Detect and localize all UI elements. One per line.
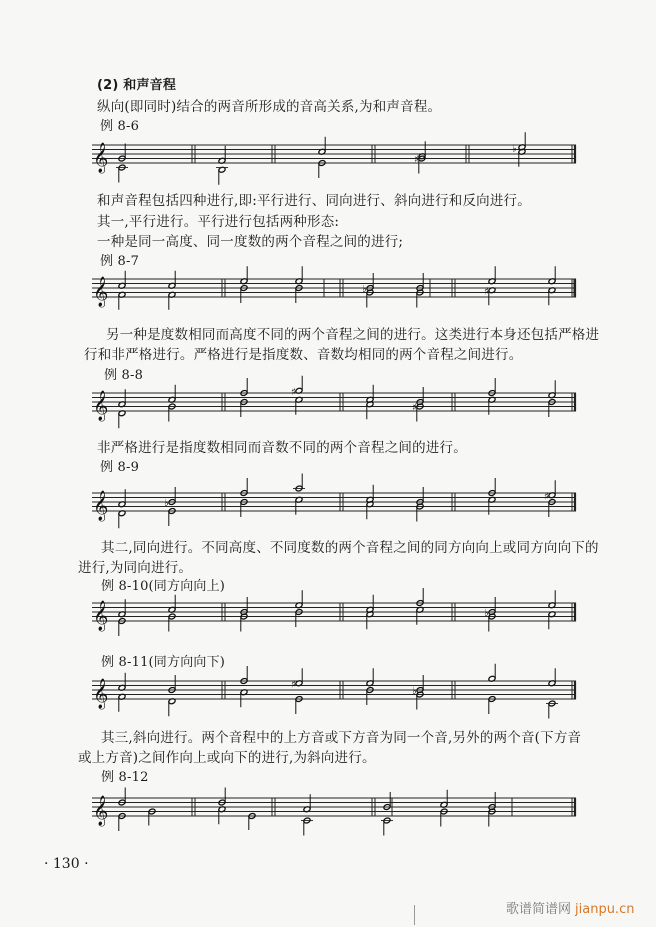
svg-text:♭: ♭ bbox=[164, 498, 169, 509]
watermark-site-name: 歌谱简谱网 bbox=[506, 902, 572, 917]
example-label-8-8: 例 8-8 bbox=[104, 368, 144, 383]
svg-text:♭: ♭ bbox=[412, 686, 417, 697]
svg-text:𝄞: 𝄞 bbox=[93, 796, 109, 826]
music-staff-8-8 bbox=[92, 386, 576, 421]
definition-text: 纵向(即同时)结合的两音所形成的音高关系,为和声音程。 bbox=[97, 99, 442, 115]
svg-text:♯: ♯ bbox=[414, 154, 419, 166]
svg-text:♯: ♯ bbox=[544, 491, 549, 503]
paragraph-four-progressions: 和声音程包括四种进行,即:平行进行、同向进行、斜向进行和反向进行。 bbox=[97, 193, 531, 209]
scan-mark bbox=[414, 905, 415, 925]
paragraph-parallel-type2-line2: 行和非严格进行。严格进行是指度数、音数均相同的两个音程之间进行。 bbox=[84, 347, 523, 363]
example-label-8-11: 例 8-11(同方向向下) bbox=[101, 655, 226, 670]
music-staff-8-7 bbox=[92, 277, 576, 307]
paragraph-parallel-intro: 其一,平行进行。平行进行包括两种形态: bbox=[97, 214, 340, 230]
example-label-8-10: 例 8-10(同方向向上) bbox=[101, 579, 226, 594]
watermark-url: jianpu.cn bbox=[575, 902, 635, 917]
music-staff-8-6 bbox=[92, 143, 576, 173]
svg-text:♭: ♭ bbox=[362, 284, 367, 295]
svg-text:𝄞: 𝄞 bbox=[93, 679, 109, 709]
staff-svg bbox=[92, 601, 576, 631]
staff-svg bbox=[92, 491, 576, 521]
svg-text:♭: ♭ bbox=[512, 143, 517, 155]
staff-svg bbox=[92, 796, 576, 826]
paragraph-oblique-motion-line1: 其三,斜向进行。两个音程中的上方音或下方音为同一个音,另外的两个音(下方音 bbox=[101, 730, 582, 746]
svg-text:𝄞: 𝄞 bbox=[93, 143, 109, 173]
svg-text:♭: ♭ bbox=[484, 608, 489, 619]
music-staff-8-9 bbox=[92, 491, 576, 521]
paragraph-similar-motion-line1: 其二,同向进行。不同高度、不同度数的两个音程之间的同方向向上或同方向向下的 bbox=[101, 540, 599, 556]
svg-text:𝄞: 𝄞 bbox=[93, 491, 109, 521]
svg-text:𝄞: 𝄞 bbox=[93, 601, 109, 631]
svg-text:𝄞: 𝄞 bbox=[93, 391, 109, 421]
example-label-8-6: 例 8-6 bbox=[100, 119, 140, 134]
paragraph-parallel-type2-line1: 另一种是度数相同而高度不同的两个音程之间的进行。这类进行本身还包括严格进 bbox=[106, 327, 600, 343]
example-label-8-12: 例 8-12 bbox=[101, 770, 149, 785]
staff-svg bbox=[92, 679, 576, 709]
staff-svg bbox=[92, 277, 576, 307]
example-label-8-7: 例 8-7 bbox=[100, 254, 140, 269]
paragraph-similar-motion-line2: 进行,为同向进行。 bbox=[78, 560, 193, 576]
page-number: · 130 · bbox=[44, 856, 89, 872]
music-staff-8-11 bbox=[92, 679, 576, 709]
music-staff-8-10 bbox=[92, 601, 576, 631]
music-staff-8-12 bbox=[92, 796, 576, 826]
watermark bbox=[506, 898, 634, 917]
staff-svg bbox=[92, 386, 576, 421]
svg-text:♯: ♯ bbox=[291, 386, 296, 398]
svg-text:♯: ♯ bbox=[412, 402, 417, 414]
paragraph-parallel-type1: 一种是同一高度、同一度数的两个音程之间的进行; bbox=[97, 234, 404, 250]
section-heading: (2) 和声音程 bbox=[97, 78, 177, 93]
svg-text:♯: ♯ bbox=[291, 679, 296, 691]
svg-text:𝄞: 𝄞 bbox=[93, 277, 109, 307]
paragraph-non-strict: 非严格进行是指度数相同而音数不同的两个音程之间的进行。 bbox=[97, 440, 467, 456]
paragraph-oblique-motion-line2: 或上方音)之间作向上或向下的进行,为斜向进行。 bbox=[78, 750, 376, 766]
example-label-8-9: 例 8-9 bbox=[100, 460, 140, 475]
staff-svg bbox=[92, 143, 576, 173]
svg-text:♯: ♯ bbox=[484, 286, 489, 298]
